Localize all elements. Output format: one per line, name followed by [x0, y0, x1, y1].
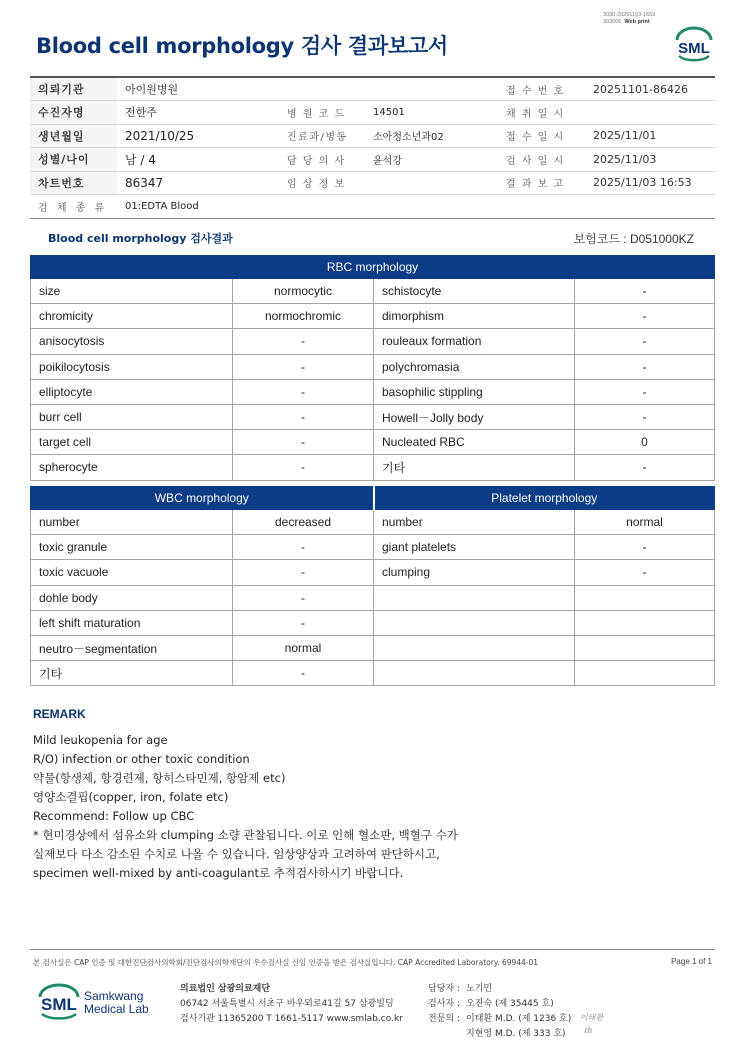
right-label-cell: clumping — [374, 560, 575, 585]
svg-text:SML: SML — [678, 40, 710, 57]
birth-date-value: 2021/10/25 — [117, 124, 279, 148]
rbc-row — [31, 430, 715, 455]
staff-row: 담당자 : 노기민 — [428, 984, 493, 994]
remark-line: * 현미경상에서 섬유소와 clumping 소량 관찰됩니다. 이로 인해 혈소판, 백혈구 수가 — [33, 828, 458, 842]
department-value: 소아청소년과02 — [365, 124, 498, 148]
ref-line-2: 303006 — [603, 19, 622, 25]
lab-name — [84, 990, 149, 1016]
collect-date-label: 채 취 일 시 — [498, 101, 585, 125]
remark-line: Mild leukopenia for age — [33, 733, 168, 747]
clinical-info-value — [365, 171, 498, 195]
left-value-cell: decreased — [233, 510, 374, 535]
organization-address: 06742 서울특별시 서초구 바우뫼로41길 57 삼광빌딩 — [180, 999, 394, 1009]
left-label-cell: poikilocytosis — [31, 354, 233, 379]
accreditation-note: 본 검사실은 CAP 인증 및 대한진단검사의학회/진단검사의학재단의 우수검사실 신임 인증을 받은 검사실입니다. CAP Accredited Laboratory. 69944-01 — [33, 958, 539, 967]
specimen-label: 검 체 종 류 — [30, 195, 117, 219]
organization-name: 의료법인 삼광의료재단 — [180, 984, 271, 994]
info-row — [30, 124, 715, 148]
patient-info-table — [30, 76, 715, 219]
birth-date-label: 생년월일 — [30, 124, 117, 148]
results-section-title: Blood cell morphology 검사결과 — [48, 232, 233, 245]
left-value-cell: - — [233, 430, 374, 455]
request-org-label: 의뢰기관 — [30, 77, 117, 101]
ref-line-1: 3030-20251103-1659 — [603, 12, 656, 18]
report-date-label: 결 과 보 고 — [498, 171, 585, 195]
remark-body — [33, 731, 458, 883]
remark-line: R/O) infection or other toxic condition — [33, 752, 250, 766]
clinical-info-label: 임 상 정 보 — [279, 171, 365, 195]
left-value-cell: - — [233, 329, 374, 354]
left-value-cell: - — [233, 455, 374, 480]
left-value-cell: - — [233, 404, 374, 429]
hospital-code-value: 14501 — [365, 101, 498, 125]
page-number: Page 1 of 1 — [671, 957, 712, 966]
staff-row: 검사자 : 오진숙 (제 35445 호) — [428, 999, 554, 1009]
logo-text: SML — [41, 995, 77, 1014]
staff-row: 전문의 : 이태환 M.D. (제 1236 호) — [428, 1014, 572, 1024]
right-value-cell: 0 — [575, 430, 715, 455]
right-value-cell: - — [575, 535, 715, 560]
specimen-value: 01:EDTA Blood — [117, 195, 715, 219]
wbc-platelet-row — [31, 661, 715, 686]
right-label-cell — [374, 610, 575, 635]
sml-lab-logo-icon — [36, 982, 82, 1026]
right-value-cell — [575, 610, 715, 635]
lab-name-line-1: Samkwang — [84, 989, 144, 1003]
platelet-header: Platelet morphology — [374, 487, 715, 510]
right-label-cell — [374, 635, 575, 660]
rbc-row — [31, 379, 715, 404]
rbc-row — [31, 304, 715, 329]
left-label-cell: neutro－segmentation — [31, 635, 233, 660]
right-value-cell: - — [575, 304, 715, 329]
wbc-platelet-row — [31, 585, 715, 610]
wbc-platelet-table — [30, 486, 715, 686]
right-label-cell: dimorphism — [374, 304, 575, 329]
signature-image: ℓh — [584, 1026, 593, 1035]
rbc-row — [31, 404, 715, 429]
right-label-cell: basophilic stippling — [374, 379, 575, 404]
right-value-cell: - — [575, 354, 715, 379]
left-value-cell: normocytic — [233, 279, 374, 304]
test-date-label: 검 사 일 시 — [498, 148, 585, 172]
receipt-no-value: 20251101-86426 — [585, 77, 715, 101]
info-row — [30, 77, 715, 101]
right-label-cell: Howell－Jolly body — [374, 404, 575, 429]
left-value-cell: - — [233, 610, 374, 635]
wbc-platelet-row — [31, 560, 715, 585]
remark-title: REMARK — [33, 707, 86, 721]
wbc-platelet-header-row — [31, 487, 715, 510]
right-value-cell: normal — [575, 510, 715, 535]
organization-info — [180, 982, 403, 1027]
rbc-row — [31, 279, 715, 304]
left-label-cell: target cell — [31, 430, 233, 455]
rbc-row — [31, 354, 715, 379]
right-label-cell: giant platelets — [374, 535, 575, 560]
right-label-cell: polychromasia — [374, 354, 575, 379]
report-reference — [603, 12, 655, 26]
patient-name-value: 전한주 — [117, 101, 279, 125]
left-label-cell: toxic granule — [31, 535, 233, 560]
sml-logo-icon — [673, 26, 715, 68]
footer-divider — [30, 949, 715, 950]
info-row — [30, 101, 715, 125]
report-date-value: 2025/11/03 16:53 — [585, 171, 715, 195]
right-label-cell: schistocyte — [374, 279, 575, 304]
remark-line: 약물(항생제, 항경련제, 항히스타민제, 항암제 etc) — [33, 771, 286, 785]
rbc-row — [31, 455, 715, 480]
doctor-value: 윤석강 — [365, 148, 498, 172]
wbc-platelet-row — [31, 610, 715, 635]
rbc-row — [31, 329, 715, 354]
receipt-no-label: 접 수 번 호 — [498, 77, 585, 101]
right-value-cell — [575, 585, 715, 610]
chart-no-value: 86347 — [117, 171, 279, 195]
left-label-cell: 기타 — [31, 661, 233, 686]
left-label-cell: anisocytosis — [31, 329, 233, 354]
left-value-cell: - — [233, 661, 374, 686]
left-label-cell: number — [31, 510, 233, 535]
wbc-header: WBC morphology — [31, 487, 374, 510]
sex-age-label: 성별/나이 — [30, 148, 117, 172]
right-value-cell: - — [575, 560, 715, 585]
right-value-cell: - — [575, 379, 715, 404]
remark-line: Recommend: Follow up CBC — [33, 809, 195, 823]
patient-name-label: 수진자명 — [30, 101, 117, 125]
hospital-code-label: 병 원 코 드 — [279, 101, 365, 125]
left-value-cell: - — [233, 585, 374, 610]
wbc-platelet-row — [31, 535, 715, 560]
right-label-cell: 기타 — [374, 455, 575, 480]
organization-contact: 검사기관 11365200 T 1661-5117 www.smlab.co.kr — [180, 1014, 403, 1024]
insurance-code: 보험코드 : D051000KZ — [573, 232, 694, 246]
right-label-cell: number — [374, 510, 575, 535]
left-value-cell: - — [233, 354, 374, 379]
left-label-cell: dohle body — [31, 585, 233, 610]
staff-row: 지현영 M.D. (제 333 호) — [466, 1029, 566, 1039]
right-value-cell: - — [575, 329, 715, 354]
receipt-date-label: 접 수 일 시 — [498, 124, 585, 148]
info-row — [30, 195, 715, 219]
test-date-value: 2025/11/03 — [585, 148, 715, 172]
left-label-cell: spherocyte — [31, 455, 233, 480]
sex-age-value: 남 / 4 — [117, 148, 279, 172]
receipt-date-value: 2025/11/01 — [585, 124, 715, 148]
request-org-value: 아이원병원 — [117, 77, 279, 101]
chart-no-label: 차트번호 — [30, 171, 117, 195]
lab-name-line-2: Medical Lab — [84, 1002, 149, 1016]
left-label-cell: toxic vacuole — [31, 560, 233, 585]
department-label: 진료과/병동 — [279, 124, 365, 148]
remark-line: 실제보다 다소 감소된 수치로 나올 수 있습니다. 임상양상과 고려하여 판단하시고, — [33, 847, 440, 861]
right-value-cell — [575, 661, 715, 686]
rbc-header: RBC morphology — [31, 256, 715, 279]
staff-list — [428, 982, 571, 1042]
right-label-cell — [374, 585, 575, 610]
left-value-cell: - — [233, 535, 374, 560]
remark-line: 영양소결핍(copper, iron, folate etc) — [33, 790, 229, 804]
left-label-cell: size — [31, 279, 233, 304]
remark-line: specimen well-mixed by anti-coagulant로 추적검사하시기 바랍니다. — [33, 866, 404, 880]
collect-date-value — [585, 101, 715, 125]
right-label-cell: Nucleated RBC — [374, 430, 575, 455]
right-value-cell: - — [575, 455, 715, 480]
rbc-header-row — [31, 256, 715, 279]
page-title: Blood cell morphology 검사 결과보고서 — [36, 34, 448, 58]
left-value-cell: - — [233, 379, 374, 404]
info-row — [30, 148, 715, 172]
left-value-cell: normochromic — [233, 304, 374, 329]
left-value-cell: - — [233, 560, 374, 585]
right-label-cell: rouleaux formation — [374, 329, 575, 354]
wbc-platelet-row — [31, 635, 715, 660]
doctor-label: 담 당 의 사 — [279, 148, 365, 172]
left-label-cell: left shift maturation — [31, 610, 233, 635]
right-value-cell: - — [575, 404, 715, 429]
info-row — [30, 171, 715, 195]
rbc-morphology-table — [30, 255, 715, 481]
right-value-cell: - — [575, 279, 715, 304]
left-label-cell: elliptocyte — [31, 379, 233, 404]
left-value-cell: normal — [233, 635, 374, 660]
web-print-label: Web print — [624, 19, 650, 25]
signature-image: 이태환 — [580, 1013, 604, 1022]
right-label-cell — [374, 661, 575, 686]
wbc-platelet-row — [31, 510, 715, 535]
left-label-cell: burr cell — [31, 404, 233, 429]
left-label-cell: chromicity — [31, 304, 233, 329]
right-value-cell — [575, 635, 715, 660]
